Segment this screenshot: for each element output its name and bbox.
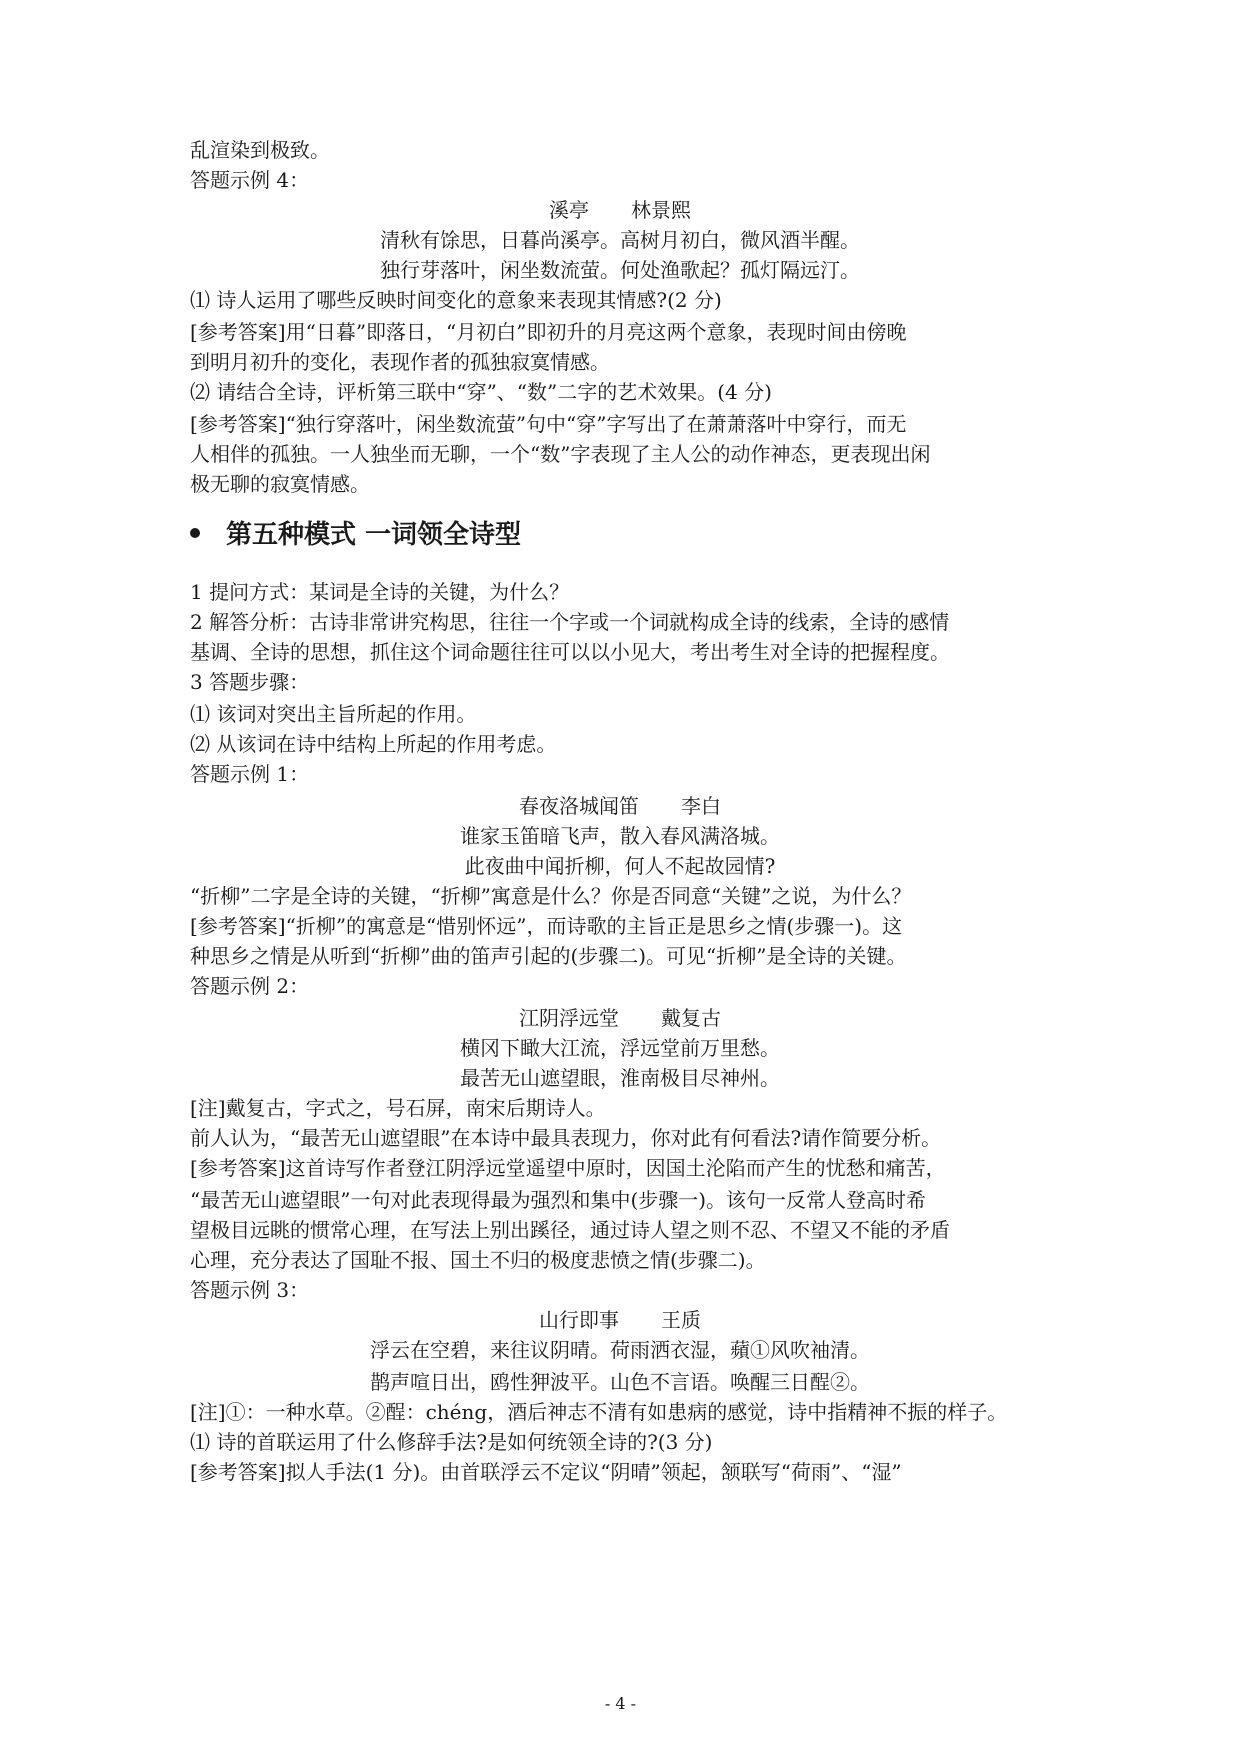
answer-line: [参考答案]拟人手法(1 分)。由首联浮云不定议“阴晴”领起，颔联写“荷雨”、“湿”: [190, 1460, 902, 1484]
note-line: [注]①：一种水草。②酲：chéng，酒后神志不清有如患病的感觉，诗中指精神不振的样子。: [190, 1400, 1008, 1424]
poem-title: 江阴浮远堂: [519, 1006, 619, 1030]
text-line: 2 解答分析：古诗非常讲究构思，往往一个字或一个词就构成全诗的线索，全诗的感情: [190, 610, 950, 634]
answer-line: 心理，充分表达了国耻不报、国土不归的极度悲愤之情(步骤二)。: [190, 1248, 766, 1272]
answer-line: “最苦无山遮望眼”一句对此表现得最为强烈和集中(步骤一)。该句一反常人登高时希: [190, 1188, 927, 1212]
text-line: 3 答题步骤：: [190, 670, 310, 694]
poem-title: 春夜洛城闻笛: [519, 794, 639, 818]
answer-line: [参考答案]这首诗写作者登江阴浮远堂遥望中原时，因国土沦陷而产生的忧愁和痛苦，: [190, 1156, 946, 1180]
poem-line: 谁家玉笛暗飞声，散入春风满洛城。: [460, 824, 780, 848]
answer-line: 极无聊的寂寞情感。: [190, 472, 370, 496]
example-label: 答题示例 2：: [190, 974, 310, 998]
answer-line: 望极目远眺的惯常心理，在写法上别出蹊径，通过诗人望之则不忍、不望又不能的矛盾: [190, 1218, 950, 1242]
poem-author: 林景熙: [631, 198, 691, 222]
text-line: 乱渲染到极致。: [190, 138, 330, 162]
question-line: ⑵ 请结合全诗，评析第三联中“穿”、“数”二字的艺术效果。(4 分): [190, 380, 772, 404]
answer-line: [参考答案]“折柳”的寓意是“惜别怀远”，而诗歌的主旨正是思乡之情(步骤一)。这: [190, 914, 903, 938]
question-line: “折柳”二字是全诗的关键，“折柳”寓意是什么？你是否同意“关键”之说，为什么？: [190, 884, 912, 908]
text-line: ⑴ 该词对突出主旨所起的作用。: [190, 702, 477, 726]
section-heading-text: 第五种模式 一词领全诗型: [226, 520, 522, 550]
poem-author: 王质: [661, 1308, 701, 1332]
poem-title: 山行即事: [539, 1308, 619, 1332]
poem-line: 最苦无山遮望眼，淮南极目尽神州。: [460, 1066, 780, 1090]
poem-author: 戴复古: [661, 1006, 721, 1030]
example-label: 答题示例 3：: [190, 1278, 310, 1302]
answer-line: [参考答案]用“日暮”即落日，“月初白”即初升的月亮这两个意象，表现时间由傍晚: [190, 320, 907, 344]
text-line: 基调、全诗的思想，抓住这个词命题往往可以以小见大，考出考生对全诗的把握程度。: [190, 640, 950, 664]
question-line: ⑴ 诗的首联运用了什么修辞手法?是如何统领全诗的?(3 分): [190, 1430, 713, 1454]
bullet-icon: [190, 528, 200, 538]
answer-line: [参考答案]“独行穿落叶，闲坐数流萤”句中“穿”字写出了在萧萧落叶中穿行，而无: [190, 412, 907, 436]
poem-author: 李白: [681, 794, 721, 818]
text-line: ⑵ 从该词在诗中结构上所起的作用考虑。: [190, 732, 557, 756]
example-label: 答题示例 1：: [190, 762, 310, 786]
page-number: - 4 -: [604, 1694, 637, 1713]
poem-title-line: [190, 1306, 1050, 1334]
question-line: ⑴ 诗人运用了哪些反映时间变化的意象来表现其情感?(2 分): [190, 288, 722, 312]
poem-line: 清秋有馀思，日暮尚溪亭。高树月初白，微风酒半醒。: [380, 228, 860, 252]
note-line: [注]戴复古，字式之，号石屏，南宋后期诗人。: [190, 1096, 606, 1120]
example-label: 答题示例 4：: [190, 168, 310, 192]
answer-line: 种思乡之情是从听到“折柳”曲的笛声引起的(步骤二)。可见“折柳”是全诗的关键。: [190, 944, 907, 968]
section-heading: [190, 518, 521, 552]
answer-line: 到明月初升的变化，表现作者的孤独寂寞情感。: [190, 350, 610, 374]
text-line: 1 提问方式：某词是全诗的关键，为什么？: [190, 580, 570, 604]
poem-title: 溪亭: [549, 198, 589, 222]
poem-line: 浮云在空碧，来往议阴晴。荷雨洒衣湿，蘋①风吹袖清。: [370, 1338, 870, 1362]
poem-title-line: [190, 196, 1050, 224]
poem-line: 鹊声喧日出，鸥性狎波平。山色不言语。唤醒三日酲②。: [370, 1370, 870, 1394]
answer-line: 人相伴的孤独。一人独坐而无聊，一个“数”字表现了主人公的动作神态，更表现出闲: [190, 442, 931, 466]
poem-title-line: [190, 792, 1050, 820]
poem-title-line: [190, 1004, 1050, 1032]
question-line: 前人认为，“最苦无山遮望眼”在本诗中最具表现力，你对此有何看法?请作简要分析。: [190, 1126, 942, 1150]
poem-line: 此夜曲中闻折柳，何人不起故园情?: [464, 854, 776, 878]
poem-line: 独行芽落叶，闲坐数流萤。何处渔歌起？孤灯隔远汀。: [380, 258, 860, 282]
poem-line: 横冈下瞰大江流，浮远堂前万里愁。: [460, 1036, 780, 1060]
